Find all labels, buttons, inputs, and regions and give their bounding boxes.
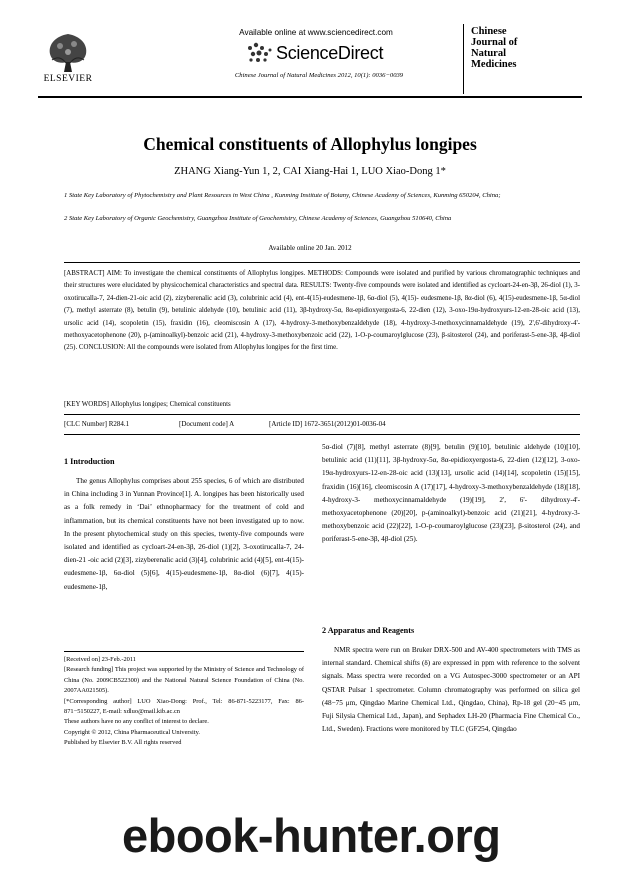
journal-name-block xyxy=(471,26,581,70)
footnote-conflict: These authors have no any conflict of interest to declare. xyxy=(64,718,209,726)
available-date: Available online 20 Jan. 2012 xyxy=(268,244,352,252)
affiliation-2: 2 State Key Laboratory of Organic Geochemistry, Guangzhou Institute of Geochemistry, Chinese Academy of Sciences, Guangzhou 510640, China xyxy=(64,215,452,222)
elsevier-logo xyxy=(38,30,98,84)
journal-citation: Chinese Journal of Natural Medicines 2012, 10(1): 0036−0039 xyxy=(234,72,404,79)
section-1-heading: 1 Introduction xyxy=(64,457,115,466)
elsevier-wordmark: ELSEVIER xyxy=(43,74,93,84)
section-1-left-text: The genus Allophylus comprises about 255 species, 6 of which are distributed in China including 3 in Yunnan Province[1]. A. longipes has been historically used as a folk remedy in ‘Dai’ ethnopharmacy for the treatment of cold and inflammation, but its chemical constituents have not been investigated up to now. In the present phytochemical study on this species, twenty-five compounds were isolated and identified as cycloart-24-en-3β, 26-diol (1)[2], 3-oxotirucalla-7, 24-dien-21 -oic acid (2)[3], zizyberenalic acid (3)[4], colubrinic acid (4)[5], ent-4(15)-eudesmene-1β, 6α-diol (5)[6], 4(15)-eudesmene-1β, 8α-diol (6)[7], 4(15)-eudesmene-1β, xyxy=(64,477,304,591)
sciencedirect-wordmark: ScienceDirect xyxy=(276,43,384,63)
elsevier-tree-icon xyxy=(38,30,98,74)
journal-name-line: Natural xyxy=(471,48,506,59)
footnotes xyxy=(64,655,304,749)
footnote-corresponding: [*Corresponding author] LUO Xiao-Dong: Prof., Tel: 86-871-5223177, Fax: 86-871−5150227, E-mail: xdluo@mail.kib.ac.cn xyxy=(64,697,304,716)
footnote-published: Published by Elsevier B.V. All rights reserved xyxy=(64,739,182,747)
watermark-text: ebook-hunter.org xyxy=(122,809,501,862)
sciencedirect-dots-icon xyxy=(246,42,274,64)
header-rule xyxy=(38,96,582,98)
classification-rule xyxy=(64,434,580,435)
section-2-text: NMR spectra were run on Bruker DRX-500 and AV-400 spectrometers with TMS as internal standard. Chemical shifts (δ) are expressed in ppm with reference to the solvent signals. Mass spectra were recorded on a VG Autospec-3000 spectrometer or an API QSTAR Pulsar 1 spectrometer. Column chromatography was performed on silica gel (48−75 μm, Qingdao Marine Chemical Ltd., Qingdao, China), Rp-18 gel (20−45 μm, Fuji Silysia Chemical Ltd., Japan), and Sephadex LH-20 (Pharmacia Fine Chemical Co., Ltd., Sweden). Fractions were monitored by TLC (GF254, Qingdao xyxy=(322,646,580,734)
journal-name-frame-left xyxy=(463,24,464,94)
section-1-right-text: 5α-diol (7)[8], methyl asterrate (8)[9], betulin (9)[10], betulinic aldehyde (10)[10], betulinic acid (11)[11], 3β-hydroxy-5α, 8α-epidioxyergosta-6, 22-dien (12)[12], 3-oxo-19α-hydroxyurs-12-en-28-oic acid (13)[13], ursolic acid (14)[14], scopoletin (15)[15], fraxidin (16)[16], cleomiscosin A (17)[17], 4-hydroxy-3-methoxybenzaldehyde (18)[18], 4-hydroxy-3- methoxycinnamaldehyde (19)[19], 2', 6'- dihydroxy-4'-methoxyacetophenone (20)[20], p-(aminoalkyl)-benzoic acid (21)[21], 4-hydroxy-3-methoxybenzoic acid (22)[22], 1-O-p-coumaroylglucose (23)[23], β-sitosterol (24), and poriferast-5-ene-3β, 4β-diol (25). xyxy=(322,443,580,544)
footnote-received: [Received on] 23-Feb.-2011 xyxy=(64,656,136,663)
authors-line: ZHANG Xiang-Yun 1, 2, CAI Xiang-Hai 1, LUO Xiao-Dong 1* xyxy=(174,166,446,177)
footnote-copyright: Copyright © 2012, China Pharmaceutical University. xyxy=(64,728,200,736)
affiliation-1: 1 State Key Laboratory of Phytochemistry and Plant Resources in West China , Kunming Institute of Botany, Chinese Academy of Sciences, Kunming 650204, China; xyxy=(64,192,501,199)
document-code: [Document code] A xyxy=(179,420,235,428)
footnote-rule xyxy=(64,651,304,652)
footnote-funding: [Research funding] This project was supported by the Ministry of Science and Technology of China (No. 2009CB522300) and the National Natural Science Foundation of China (No. 2007AA021505). xyxy=(64,666,304,695)
article-id: [Article ID] 1672-3651(2012)01-0036-04 xyxy=(269,420,386,428)
journal-name-line: Journal of xyxy=(471,37,518,48)
abstract-text: [ABSTRACT] AIM: To investigate the chemical constituents of Allophylus longipes. METHODS: Compounds were isolated and purified by various chromatographic techniques and their structures were elucidated by physicochemical characteristics and spectral data. RESULTS: Twenty-five compounds were isolated and identified as cycloart-24-en-3β, 26-diol (1), 3-oxotirucalla-7, 24-dien-21-oic acid (2), zizyberenalic acid (3), colubrinic acid (4), ent-4(15)-eudesmene-1β, 6α-diol (5), 4(15)- eudesmene-1β, 8α-diol (6), 4(15)-eudesmene-1β, 5α-diol (7), methyl asterrate (8), betulin (9), betulinic aldehyde (10), betulinic acid (11), 3β-hydroxy-5α, 8α-epidioxyergosta-6, 22-dien (12), 3-oxo-19α-hydroxyurs-12-en-28-oic acid (13), ursolic acid (14), scopoletin (15), fraxidin (16), cleomiscosin A (17), 4-hydroxy-3-methoxybenzaldehyde (18), 4-hydroxy-3-methoxycinnamaldehyde (19), 2',6'-dihydroxy-4'-methoxyacetophenone (20), p-(aminoalkyl)-benzoic acid (21), 4-hydroxy-3-methoxybenzoic acid (22), 1-O-p-coumaroylglucose (23), β-sitosterol (24), and poriferast-5-ene-3β, 4β-diol (25). CONCLUSION: All the compounds were isolated from Allophylus longipes for the first time. xyxy=(64,270,580,352)
section-2-heading: 2 Apparatus and Reagents xyxy=(322,626,415,635)
journal-name-line: Medicines xyxy=(471,59,517,70)
abstract-bottom-rule xyxy=(64,414,580,415)
key-words: [KEY WORDS] Allophylus longipes; Chemical constituents xyxy=(64,401,231,408)
available-online-text: Available online at www.sciencedirect.com xyxy=(239,28,393,37)
sciencedirect-logo xyxy=(246,40,406,66)
clc-number: [CLC Number] R284.1 xyxy=(64,420,130,428)
article-title: Chemical constituents of Allophylus longipes xyxy=(143,134,477,154)
abstract-top-rule xyxy=(64,262,580,263)
journal-name-line: Chinese xyxy=(471,26,507,37)
